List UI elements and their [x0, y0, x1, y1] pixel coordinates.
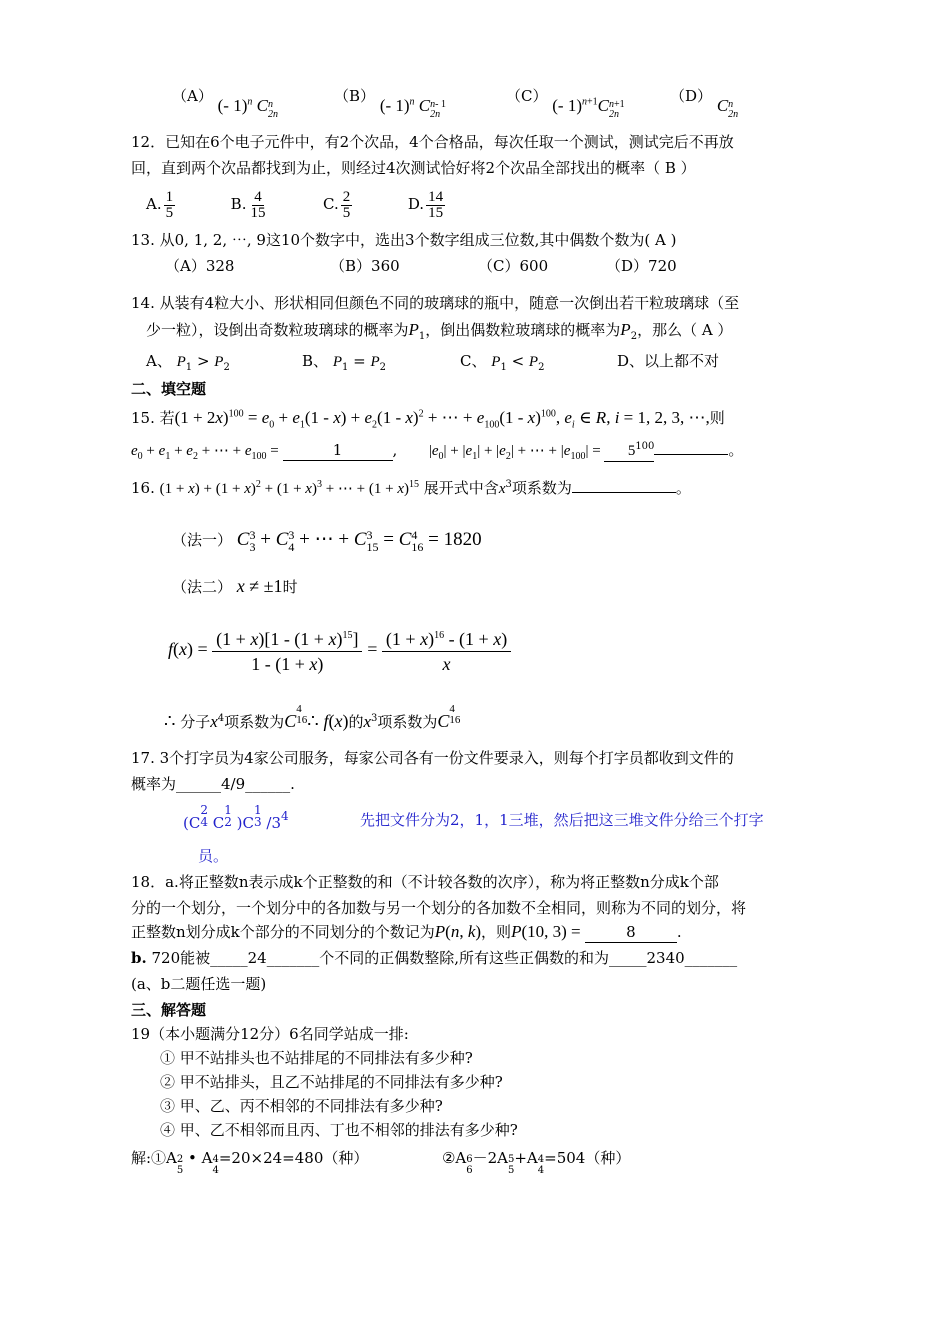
q16-fx-formula: f(x) = $\frac{(1 + x)[1 - (1 + x)^{15}]}{1 - (1 + x)}$ = $\frac{(1 + x)^{16} - (1 + x)}{x}$ — [168, 622, 511, 676]
q14-line1: 14. 从装有4粒大小、形状相同但颜色不同的玻璃球的瓶中，随意一次倒出若干粒玻璃球（至 — [131, 294, 740, 312]
q17-explain-line1: 先把文件分为2，1，1三堆，然后把这三堆文件分给三个打字 — [360, 811, 764, 829]
q15-line1: 15. 若$(1 + 2x)^{100} = e_0 + e_1(1 - x) + e_2(1 - x)^2$ + ⋯ + $e_{100}(1 - x)^{100}$, $e_i$ ∈ R, i = 1, 2, 3, ⋯,则 — [131, 408, 725, 431]
q13-opt-d: （D）720 — [606, 257, 677, 275]
q16-conclusion: ∴ 分子$x^4$项系数为C4 16∴ f(x)的$x^3$项系数为C4 16 — [164, 703, 461, 731]
q14-opt-d: D、以上都不对 — [617, 352, 720, 370]
q19-item-1: ① 甲不站排头也不站排尾的不同排法有多少种? — [160, 1049, 473, 1067]
q12-opt-d: D. $\frac{14}{15}$ — [407, 188, 444, 221]
q14-opt-b: B、 $P_1 = P_2$ — [302, 352, 387, 373]
q18-line2: 分的一个划分，一个划分中的各加数与另一个划分的各加数不全相同，则称为不同的划分，将 — [131, 899, 747, 917]
q12-opt-c: C. $\frac{2}{5}$ — [323, 188, 351, 221]
q19-item-4: ④ 甲、乙不相邻而且丙、丁也不相邻的排法有多少种? — [160, 1121, 518, 1139]
q18-note: (a、b二题任选一题) — [131, 975, 267, 993]
q18-line1: 18．a.将正整数n表示成k个正整数的和（不计较各数的次序），称为将正整数n分成k个部 — [131, 873, 719, 891]
q12-options — [146, 184, 447, 224]
section-solve: 三、解答题 — [131, 1001, 207, 1019]
section-fill-in: 二、填空题 — [131, 380, 207, 398]
q11-option-d: （D） Cn 2n — [670, 87, 739, 120]
q16-line: 16. $(1 + x) + (1 + x)^2 + (1 + x)^3$ + ⋯ + $(1 + x)^{15}$ 展开式中含$x^3$项系数为 。 — [131, 479, 691, 497]
q18-b-line: b. 720能被_____24_______个不同的正偶数整除,所有这些正偶数的和为_____2340_______ — [131, 949, 738, 967]
q12-line1: 12．已知在6个电子元件中，有2个次品，4个合格品，每次任取一个测试，测试完后不再放 — [131, 133, 734, 151]
q15-answer2: $5^{100}$ — [604, 440, 654, 462]
q14-opt-a: A、 $P_1 > P_2$ — [146, 352, 230, 373]
q11-option-a: （A） (- 1)$^n$ Cn 2n — [172, 87, 278, 120]
q19-solution: 解:①A2 5 • A4 4=20×24=480（种） ②A6 6－2A5 5+A4 4=504（种） — [131, 1149, 631, 1176]
q14-line2: 少一粒），设倒出奇数粒玻璃球的概率为$P_1$，倒出偶数粒玻璃球的概率为$P_2$，那么（ A ） — [146, 320, 733, 342]
q15-answer1: 1 — [283, 440, 393, 461]
q16-method2: （法二） x ≠ ±1时 — [172, 576, 298, 596]
q15-line2: $e_0 + e_1 + e_2$ + ⋯ + $e_{100} = 1$ , $|e_0| + |e_1| + |e_2|$ + ⋯ + $|e_{100}| = 5^{100}$ 。 — [131, 441, 744, 462]
q19-item-3: ③ 甲、乙、丙不相邻的不同排法有多少种? — [160, 1097, 443, 1115]
q13-opt-a: （A）328 — [165, 257, 235, 275]
q14-opt-c: C、 $P_1 < P_2$ — [460, 352, 545, 373]
q16-method1: （法一） C3 3 + C3 4 + ⋯ + C3 15 = C4 16 = 1820 — [172, 528, 482, 554]
q13-opt-c: （C）600 — [478, 257, 549, 275]
q17-line1: 17. 3个打字员为4家公司服务，每家公司各有一份文件要录入，则每个打字员都收到文件的 — [131, 749, 734, 767]
q13-opt-b: （B）360 — [330, 257, 400, 275]
q11-option-c: （C） (- 1)$^{n+1}$Cn+1 2n — [506, 87, 625, 120]
q11-option-b: （B） (- 1)$^n$ Cn- 1 2n — [334, 87, 446, 120]
q18-line3: 正整数n划分成k个部分的不同划分的个数记为P(n, k)，则P(10, 3) = 8 . — [131, 922, 682, 941]
q13-line1: 13. 从0, 1, 2, ⋯, 9这10个数字中，选出3个数字组成三位数,其中偶数个数为( A ) — [131, 231, 677, 249]
q17-line2: 概率为______4/9______. — [131, 775, 295, 793]
q17-explain-formula: (C2 4 C1 2 )C1 3 /34 — [183, 803, 289, 832]
q12-line2: 回，直到两个次品都找到为止，则经过4次测试恰好将2个次品全部找出的概率（ B ） — [131, 159, 696, 177]
q17-explain-line2: 员。 — [198, 847, 229, 865]
q12-opt-a: A. $\frac{1}{5}$ — [146, 188, 174, 221]
q19-title: 19（本小题满分12分）6名同学站成一排: — [131, 1025, 409, 1043]
q19-item-2: ② 甲不站排头，且乙不站排尾的不同排法有多少种? — [160, 1073, 503, 1091]
q12-opt-b: B. $\frac{4}{15}$ — [230, 188, 266, 221]
